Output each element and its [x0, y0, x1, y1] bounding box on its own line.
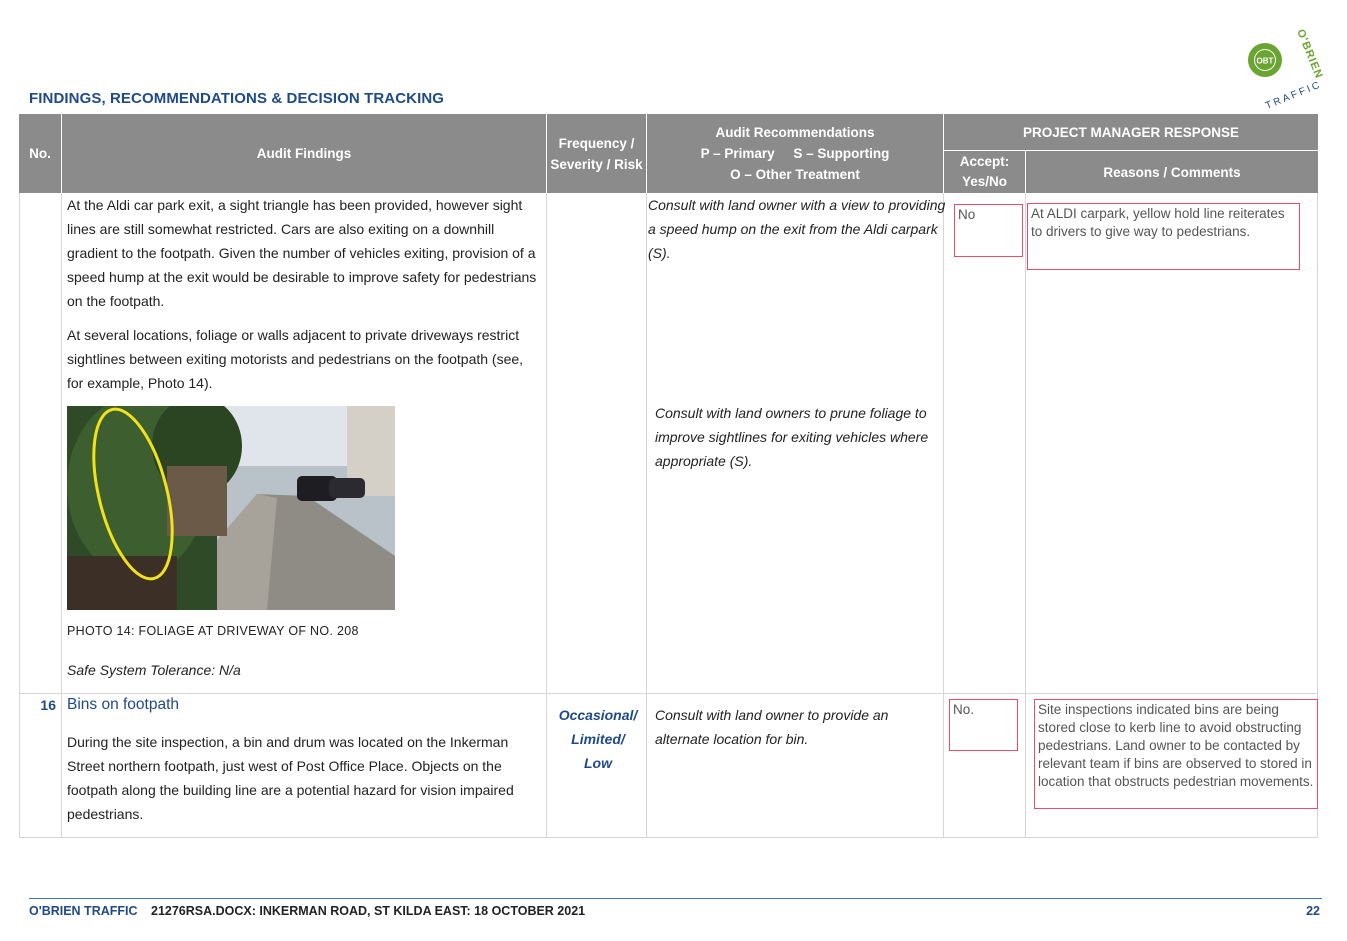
header-frequency-line1: Frequency /	[558, 135, 635, 151]
recommendation-prune-foliage: Consult with land owners to prune foliage to improve sightlines for exiting vehicles where appropriate (S).	[655, 405, 929, 469]
reason-field-row1[interactable]: At ALDI carpark, yellow hold line reiterates to drivers to give way to pedestrians.	[1027, 203, 1300, 270]
finding-aldi-paragraph: At the Aldi car park exit, a sight triangle has been provided, however sight lines are still somewhat restricted. Cars are also exiting on a downhill gradient to the footpath. Given the number of vehicles exiting, provision of a speed hump at the exit would be desirable to improve safety for pedestrians on the footpath.	[67, 197, 537, 309]
reason-field-row2[interactable]: Site inspections indicated bins are being stored close to kerb line to avoid obstructing pedestrians. Land owner to be contacted by relevant team if bins are observed to stored in location that obstructs pedestrian movements.	[1034, 699, 1318, 809]
header-findings: Audit Findings	[62, 114, 546, 193]
recommendation-bin-location: Consult with land owner to provide an alternate location for bin.	[655, 707, 889, 747]
accept-field-row1[interactable]: No	[954, 204, 1023, 257]
risk-value: Low	[584, 755, 612, 771]
header-frequency	[547, 114, 646, 193]
severity-value: Limited/	[571, 731, 625, 747]
header-pm-response: PROJECT MANAGER RESPONSE	[944, 114, 1318, 150]
footer-company: O'BRIEN TRAFFIC	[29, 904, 138, 918]
page-number: 22	[1306, 904, 1320, 918]
header-recommendations	[647, 114, 943, 193]
recommendation-speed-hump: Consult with land owner with a view to providing a speed hump on the exit from the Aldi carpark (S).	[648, 197, 946, 261]
logo-badge-text: OBT	[1256, 56, 1274, 66]
frequency-value: Occasional/	[558, 707, 638, 723]
header-accept-line1: Accept:	[959, 154, 1010, 169]
photo-14-foliage	[67, 406, 395, 610]
frequency-rating	[548, 703, 648, 775]
header-rec-line3: O – Other Treatment	[730, 167, 860, 182]
header-rec-line2: P – Primary S – Supporting	[700, 146, 890, 161]
finding-foliage-paragraph: At several locations, foliage or walls adjacent to private driveways restrict sightlines between exiting motorists and pedestrians on the footpath (see, for example, Photo 14).	[67, 327, 524, 391]
safe-system-tolerance: Safe System Tolerance: N/a	[67, 662, 241, 678]
header-frequency-line2: Severity / Risk	[550, 156, 643, 172]
footer-divider	[29, 898, 1322, 899]
header-accept-line2: Yes/No	[961, 174, 1008, 189]
finding-bins-paragraph: During the site inspection, a bin and drum was located on the Inkerman Street northern footpath, just west of Post Office Place. Objects on the footpath along the building line are a potential hazard for vision impaired pedestrians.	[67, 734, 514, 822]
finding-heading-bins: Bins on footpath	[67, 696, 180, 713]
header-no: No.	[19, 114, 61, 193]
header-reasons: Reasons / Comments	[1026, 151, 1318, 193]
header-accept	[944, 151, 1025, 193]
logo-traffic-text: TRAFFIC	[1264, 79, 1324, 112]
page-title: FINDINGS, RECOMMENDATIONS & DECISION TRACKING	[29, 90, 445, 107]
accept-field-row2[interactable]: No.	[949, 699, 1018, 751]
header-rec-line1: Audit Recommendations	[715, 125, 875, 140]
photo-caption: PHOTO 14: FOLIAGE AT DRIVEWAY OF NO. 208	[67, 624, 359, 638]
logo-brand-text: O'BRIEN	[1294, 27, 1325, 81]
footer-document: 21276RSA.DOCX: INKERMAN ROAD, ST KILDA EAST: 18 OCTOBER 2021	[151, 904, 586, 918]
row-number: 16	[40, 697, 56, 713]
obrien-traffic-logo	[1245, 25, 1340, 115]
